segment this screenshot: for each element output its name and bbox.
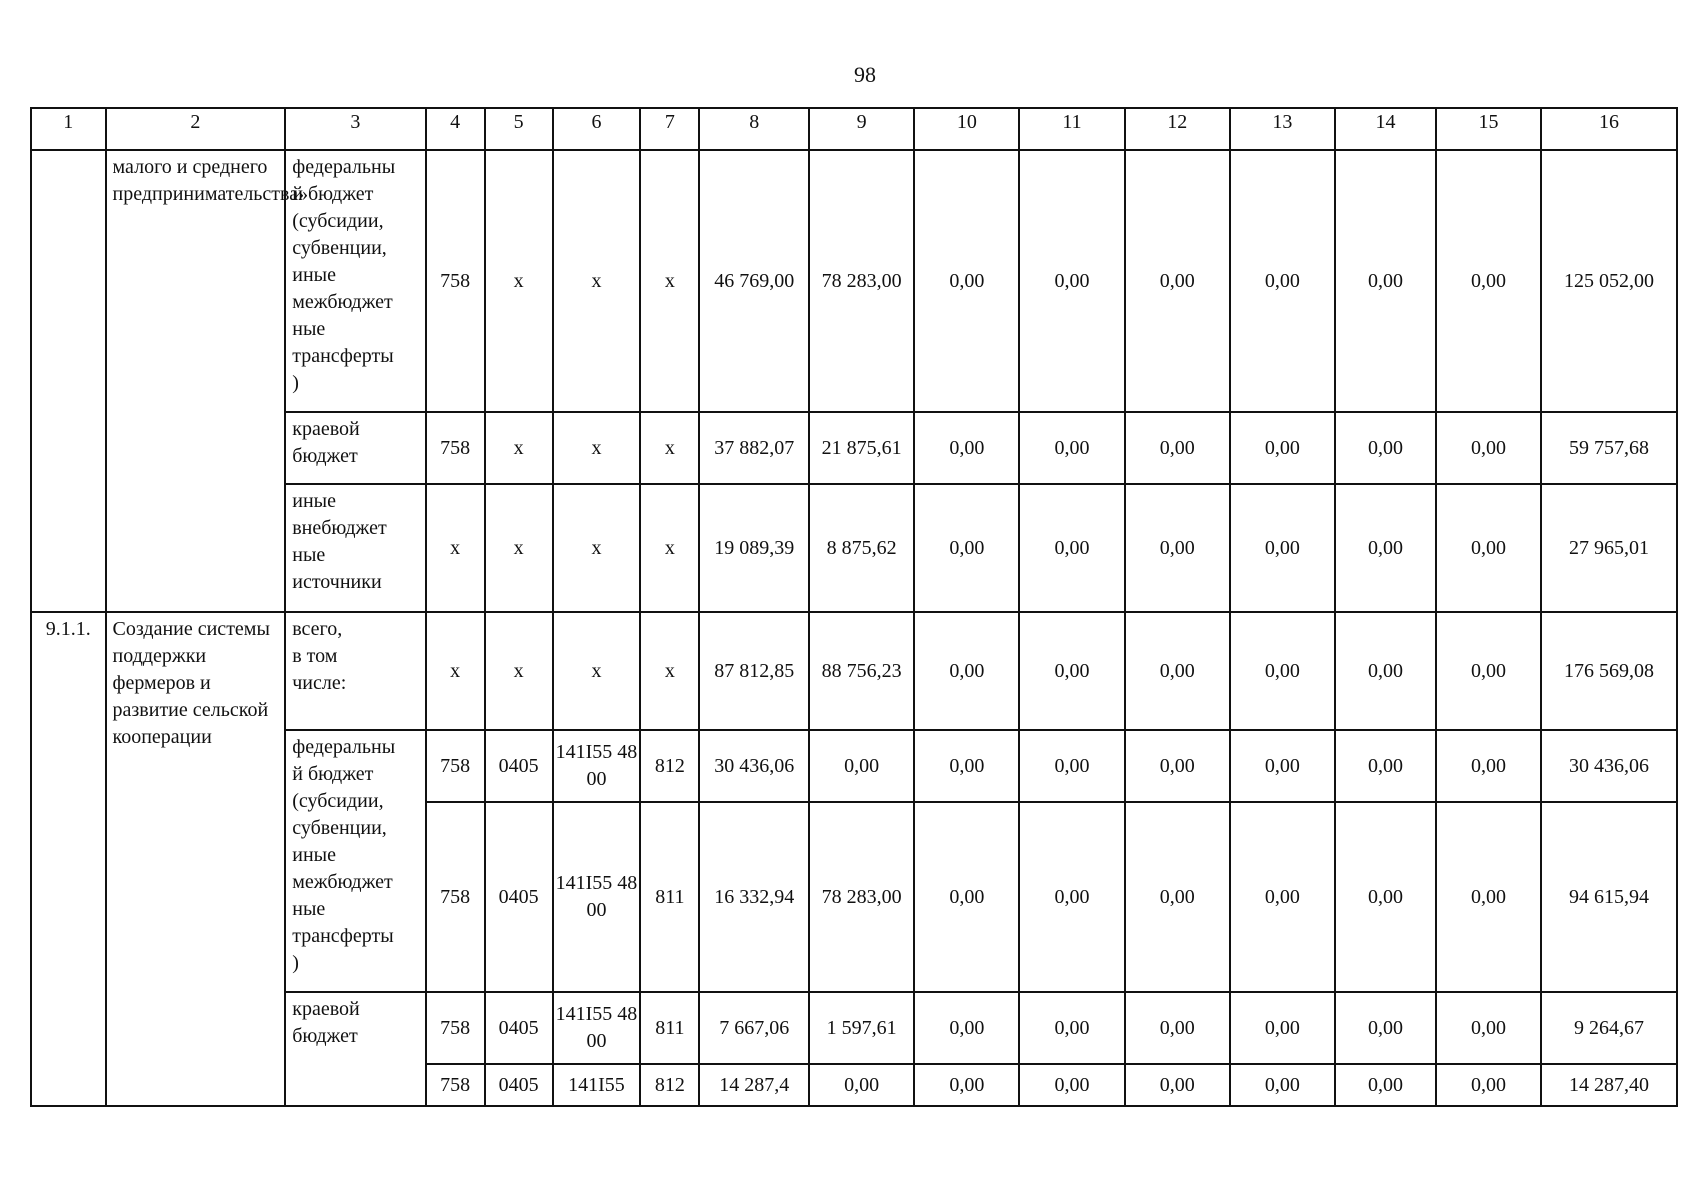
- text-line: (субсидии,: [292, 210, 384, 232]
- amount-cell: 78 283,00: [809, 802, 914, 992]
- code-cell: 758: [426, 1064, 485, 1106]
- text-line: й бюджет: [292, 763, 374, 785]
- column-header: 4: [426, 108, 485, 150]
- amount-cell: 0,00: [1335, 484, 1436, 612]
- text-line: ные: [292, 898, 326, 920]
- amount-cell: 0,00: [1125, 150, 1230, 412]
- amount-cell: 0,00: [1335, 802, 1436, 992]
- amount-cell: 125 052,00: [1541, 150, 1677, 412]
- funding-source: [285, 412, 425, 484]
- amount-cell: 14 287,4: [699, 1064, 809, 1106]
- code-cell: x: [553, 150, 641, 412]
- code-cell: 141I55 4800: [553, 802, 641, 992]
- amount-cell: 0,00: [1230, 484, 1335, 612]
- code-cell: x: [426, 612, 485, 730]
- funding-source: [285, 150, 425, 412]
- code-cell: x: [426, 484, 485, 612]
- amount-cell: 30 436,06: [699, 730, 809, 802]
- code-cell: x: [553, 484, 641, 612]
- code-cell: x: [553, 412, 641, 484]
- column-header: 5: [485, 108, 553, 150]
- amount-cell: 0,00: [1335, 412, 1436, 484]
- budget-table: [30, 107, 1678, 1107]
- amount-cell: 0,00: [1436, 612, 1541, 730]
- amount-cell: 0,00: [1019, 612, 1124, 730]
- column-header: 3: [285, 108, 425, 150]
- text-line: ): [292, 952, 299, 974]
- amount-cell: 27 965,01: [1541, 484, 1677, 612]
- column-header: 7: [640, 108, 699, 150]
- code-cell: 758: [426, 412, 485, 484]
- code-cell: 0405: [485, 730, 553, 802]
- amount-cell: 0,00: [1125, 612, 1230, 730]
- text-line: федеральны: [292, 736, 396, 758]
- text-line: й бюджет: [292, 183, 374, 205]
- code-cell: 0405: [485, 992, 553, 1064]
- column-header: 12: [1125, 108, 1230, 150]
- item-name: Создание системы поддержки фермеров и развитие сельской кооперации: [106, 612, 286, 1106]
- code-cell: 758: [426, 992, 485, 1064]
- code-cell: x: [485, 612, 553, 730]
- header-row: [31, 108, 1677, 150]
- amount-cell: 0,00: [914, 992, 1019, 1064]
- amount-cell: 0,00: [914, 612, 1019, 730]
- amount-cell: 0,00: [1436, 412, 1541, 484]
- amount-cell: 0,00: [1019, 150, 1124, 412]
- amount-cell: 0,00: [1019, 484, 1124, 612]
- code-cell: x: [485, 484, 553, 612]
- column-header: 10: [914, 108, 1019, 150]
- item-number-cell: [31, 150, 106, 612]
- code-cell: 758: [426, 150, 485, 412]
- amount-cell: 0,00: [1436, 150, 1541, 412]
- column-header: 15: [1436, 108, 1541, 150]
- column-header: 13: [1230, 108, 1335, 150]
- code-cell: x: [640, 612, 699, 730]
- amount-cell: 37 882,07: [699, 412, 809, 484]
- amount-cell: 176 569,08: [1541, 612, 1677, 730]
- amount-cell: 16 332,94: [699, 802, 809, 992]
- amount-cell: 0,00: [914, 730, 1019, 802]
- amount-cell: 0,00: [1125, 802, 1230, 992]
- amount-cell: 9 264,67: [1541, 992, 1677, 1064]
- amount-cell: 0,00: [914, 150, 1019, 412]
- amount-cell: 0,00: [1019, 730, 1124, 802]
- item-number: 9.1.1.: [31, 612, 106, 1106]
- text-line: краевой: [292, 418, 360, 440]
- text-line: источники: [292, 571, 382, 593]
- amount-cell: 0,00: [1125, 992, 1230, 1064]
- amount-cell: 30 436,06: [1541, 730, 1677, 802]
- code-cell: 812: [640, 1064, 699, 1106]
- text-line: всего,: [292, 618, 343, 640]
- amount-cell: 0,00: [1125, 412, 1230, 484]
- text-line: федеральны: [292, 156, 396, 178]
- code-cell: 0405: [485, 1064, 553, 1106]
- funding-source: [285, 992, 425, 1106]
- amount-cell: 0,00: [914, 1064, 1019, 1106]
- amount-cell: 0,00: [1436, 1064, 1541, 1106]
- text-line: ные: [292, 544, 326, 566]
- text-line: в том: [292, 645, 338, 667]
- text-line: межбюджет: [292, 871, 393, 893]
- amount-cell: 0,00: [1019, 412, 1124, 484]
- amount-cell: 0,00: [1230, 802, 1335, 992]
- amount-cell: 0,00: [1436, 992, 1541, 1064]
- amount-cell: 0,00: [1019, 802, 1124, 992]
- text-line: субвенции,: [292, 817, 387, 839]
- text-line: субвенции,: [292, 237, 387, 259]
- amount-cell: 0,00: [1436, 802, 1541, 992]
- funding-source: [285, 730, 425, 992]
- text-line: числе:: [292, 672, 347, 694]
- item-name: малого и среднего предпринимательства»: [106, 150, 286, 612]
- code-cell: 811: [640, 992, 699, 1064]
- code-cell: x: [485, 412, 553, 484]
- funding-source: [285, 612, 425, 730]
- page-number: 98: [854, 62, 876, 87]
- amount-cell: 78 283,00: [809, 150, 914, 412]
- code-cell: 758: [426, 802, 485, 992]
- amount-cell: 0,00: [1335, 992, 1436, 1064]
- amount-cell: 0,00: [809, 1064, 914, 1106]
- amount-cell: 0,00: [1436, 484, 1541, 612]
- amount-cell: 7 667,06: [699, 992, 809, 1064]
- table-row: [31, 612, 1677, 730]
- code-cell: 812: [640, 730, 699, 802]
- code-cell: x: [640, 150, 699, 412]
- amount-cell: 1 597,61: [809, 992, 914, 1064]
- text-line: краевой: [292, 998, 360, 1020]
- amount-cell: 8 875,62: [809, 484, 914, 612]
- code-cell: x: [640, 484, 699, 612]
- amount-cell: 0,00: [1125, 1064, 1230, 1106]
- text-line: внебюджет: [292, 517, 387, 539]
- text-line: иные: [292, 844, 336, 866]
- code-cell: x: [553, 612, 641, 730]
- amount-cell: 0,00: [1230, 1064, 1335, 1106]
- column-header: 8: [699, 108, 809, 150]
- column-header: 14: [1335, 108, 1436, 150]
- text-line: иные: [292, 264, 336, 286]
- text-line: ): [292, 372, 299, 394]
- amount-cell: 0,00: [1436, 730, 1541, 802]
- text-line: иные: [292, 490, 336, 512]
- amount-cell: 0,00: [1230, 150, 1335, 412]
- code-cell: 141I55: [553, 1064, 641, 1106]
- code-cell: x: [640, 412, 699, 484]
- code-cell: x: [485, 150, 553, 412]
- text-line: бюджет: [292, 445, 358, 467]
- amount-cell: 0,00: [1125, 484, 1230, 612]
- code-cell: 0405: [485, 802, 553, 992]
- amount-cell: 0,00: [914, 484, 1019, 612]
- amount-cell: 94 615,94: [1541, 802, 1677, 992]
- funding-source: [285, 484, 425, 612]
- amount-cell: 0,00: [914, 802, 1019, 992]
- amount-cell: 0,00: [1019, 1064, 1124, 1106]
- column-header: 6: [553, 108, 641, 150]
- amount-cell: 46 769,00: [699, 150, 809, 412]
- amount-cell: 59 757,68: [1541, 412, 1677, 484]
- amount-cell: 21 875,61: [809, 412, 914, 484]
- amount-cell: 0,00: [1335, 730, 1436, 802]
- amount-cell: 0,00: [1230, 412, 1335, 484]
- amount-cell: 0,00: [1230, 992, 1335, 1064]
- text-line: трансферты: [292, 925, 394, 947]
- code-cell: 141I55 4800: [553, 730, 641, 802]
- amount-cell: 0,00: [809, 730, 914, 802]
- code-cell: 758: [426, 730, 485, 802]
- amount-cell: 0,00: [1335, 150, 1436, 412]
- column-header: 11: [1019, 108, 1124, 150]
- column-header: 16: [1541, 108, 1677, 150]
- code-cell: 811: [640, 802, 699, 992]
- amount-cell: 0,00: [1335, 612, 1436, 730]
- amount-cell: 88 756,23: [809, 612, 914, 730]
- amount-cell: 19 089,39: [699, 484, 809, 612]
- amount-cell: 0,00: [1230, 730, 1335, 802]
- text-line: межбюджет: [292, 291, 393, 313]
- amount-cell: 14 287,40: [1541, 1064, 1677, 1106]
- column-header: 2: [106, 108, 286, 150]
- text-line: (субсидии,: [292, 790, 384, 812]
- code-cell: 141I55 4800: [553, 992, 641, 1064]
- amount-cell: 0,00: [1019, 992, 1124, 1064]
- amount-cell: 0,00: [1125, 730, 1230, 802]
- amount-cell: 0,00: [914, 412, 1019, 484]
- table-row: [31, 150, 1677, 412]
- column-header: 9: [809, 108, 914, 150]
- text-line: трансферты: [292, 345, 394, 367]
- amount-cell: 0,00: [1230, 612, 1335, 730]
- amount-cell: 87 812,85: [699, 612, 809, 730]
- amount-cell: 0,00: [1335, 1064, 1436, 1106]
- column-header: 1: [31, 108, 106, 150]
- text-line: бюджет: [292, 1025, 358, 1047]
- text-line: ные: [292, 318, 326, 340]
